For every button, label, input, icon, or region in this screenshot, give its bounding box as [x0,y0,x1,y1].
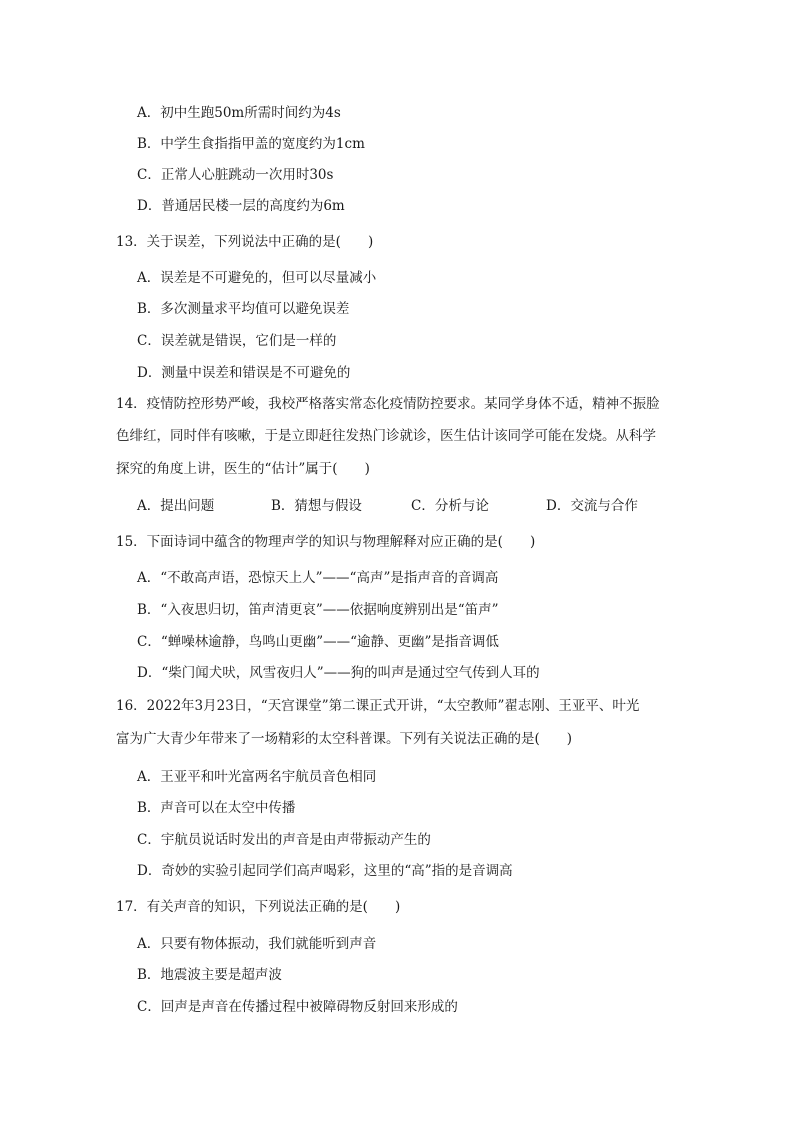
q16-stem-line-1: 16．2022年3月23日，“天宫课堂”第二课正式开讲，“太空教师”翟志刚、王亚平、叶光 [116,698,640,714]
q14-options-row [137,497,697,515]
q15-stem: 15．下面诗词中蕴含的物理声学的知识与物理解释对应正确的是( ) [116,534,536,550]
q17-stem: 17．有关声音的知识，下列说法正确的是( ) [116,899,401,915]
q12-option-c: C．正常人心脏跳动一次用时30s [137,167,334,183]
q15-option-c: C．“蝉噪林逾静，鸟鸣山更幽”——“逾静、更幽”是指音调低 [137,634,499,650]
q17-option-b: B．地震波主要是超声波 [137,967,282,983]
q17-option-a: A．只要有物体振动，我们就能听到声音 [137,936,377,952]
q14-stem-line-2: 色绯红，同时伴有咳嗽，于是立即赶往发热门诊就诊，医生估计该同学可能在发烧。从科学 [116,428,656,444]
q13-stem: 13．关于误差，下列说法中正确的是( ) [116,234,374,250]
q14-option-c: C．分析与论 [411,498,489,514]
q16-option-a: A．王亚平和叶光富两名宇航员音色相同 [137,769,377,785]
q15-option-b: B．“入夜思归切，笛声清更哀”——依据响度辨别出是“笛声” [137,602,499,618]
q16-stem-line-2: 富为广大青少年带来了一场精彩的太空科普课。下列有关说法正确的是( ) [116,731,573,747]
q15-option-d: D．“柴门闻犬吠，风雪夜归人”——狗的叫声是通过空气传到人耳的 [137,665,540,681]
q14-option-b: B．猜想与假设 [271,498,362,514]
q12-option-a: A．初中生跑50m所需时间约为4s [137,105,341,121]
q16-option-b: B．声音可以在太空中传播 [137,800,296,816]
q16-option-c: C．宇航员说话时发出的声音是由声带振动产生的 [137,832,431,848]
q12-option-d: D．普通居民楼一层的高度约为6m [137,198,345,214]
q13-option-d: D．测量中误差和错误是不可避免的 [137,365,351,381]
q13-option-a: A．误差是不可避免的，但可以尽量减小 [137,270,377,286]
q14-option-a: A．提出问题 [137,498,215,514]
q15-option-a: A．“不敢高声语，恐惊天上人”——“高声”是指声音的音调高 [137,570,499,586]
q14-stem-line-3: 探究的角度上讲，医生的“估计”属于( ) [116,461,370,477]
q14-option-d: D．交流与合作 [546,498,638,514]
q13-option-b: B．多次测量求平均值可以避免误差 [137,301,350,317]
q14-stem-line-1: 14．疫情防控形势严峻，我校严格落实常态化疫情防控要求。某同学身体不适，精神不振脸 [116,396,660,412]
q13-option-c: C．误差就是错误，它们是一样的 [137,333,337,349]
q12-option-b: B．中学生食指指甲盖的宽度约为1cm [137,136,365,152]
q16-option-d: D．奇妙的实验引起同学们高声喝彩，这里的“高”指的是音调高 [137,863,513,879]
q17-option-c: C．回声是声音在传播过程中被障碍物反射回来形成的 [137,999,458,1015]
